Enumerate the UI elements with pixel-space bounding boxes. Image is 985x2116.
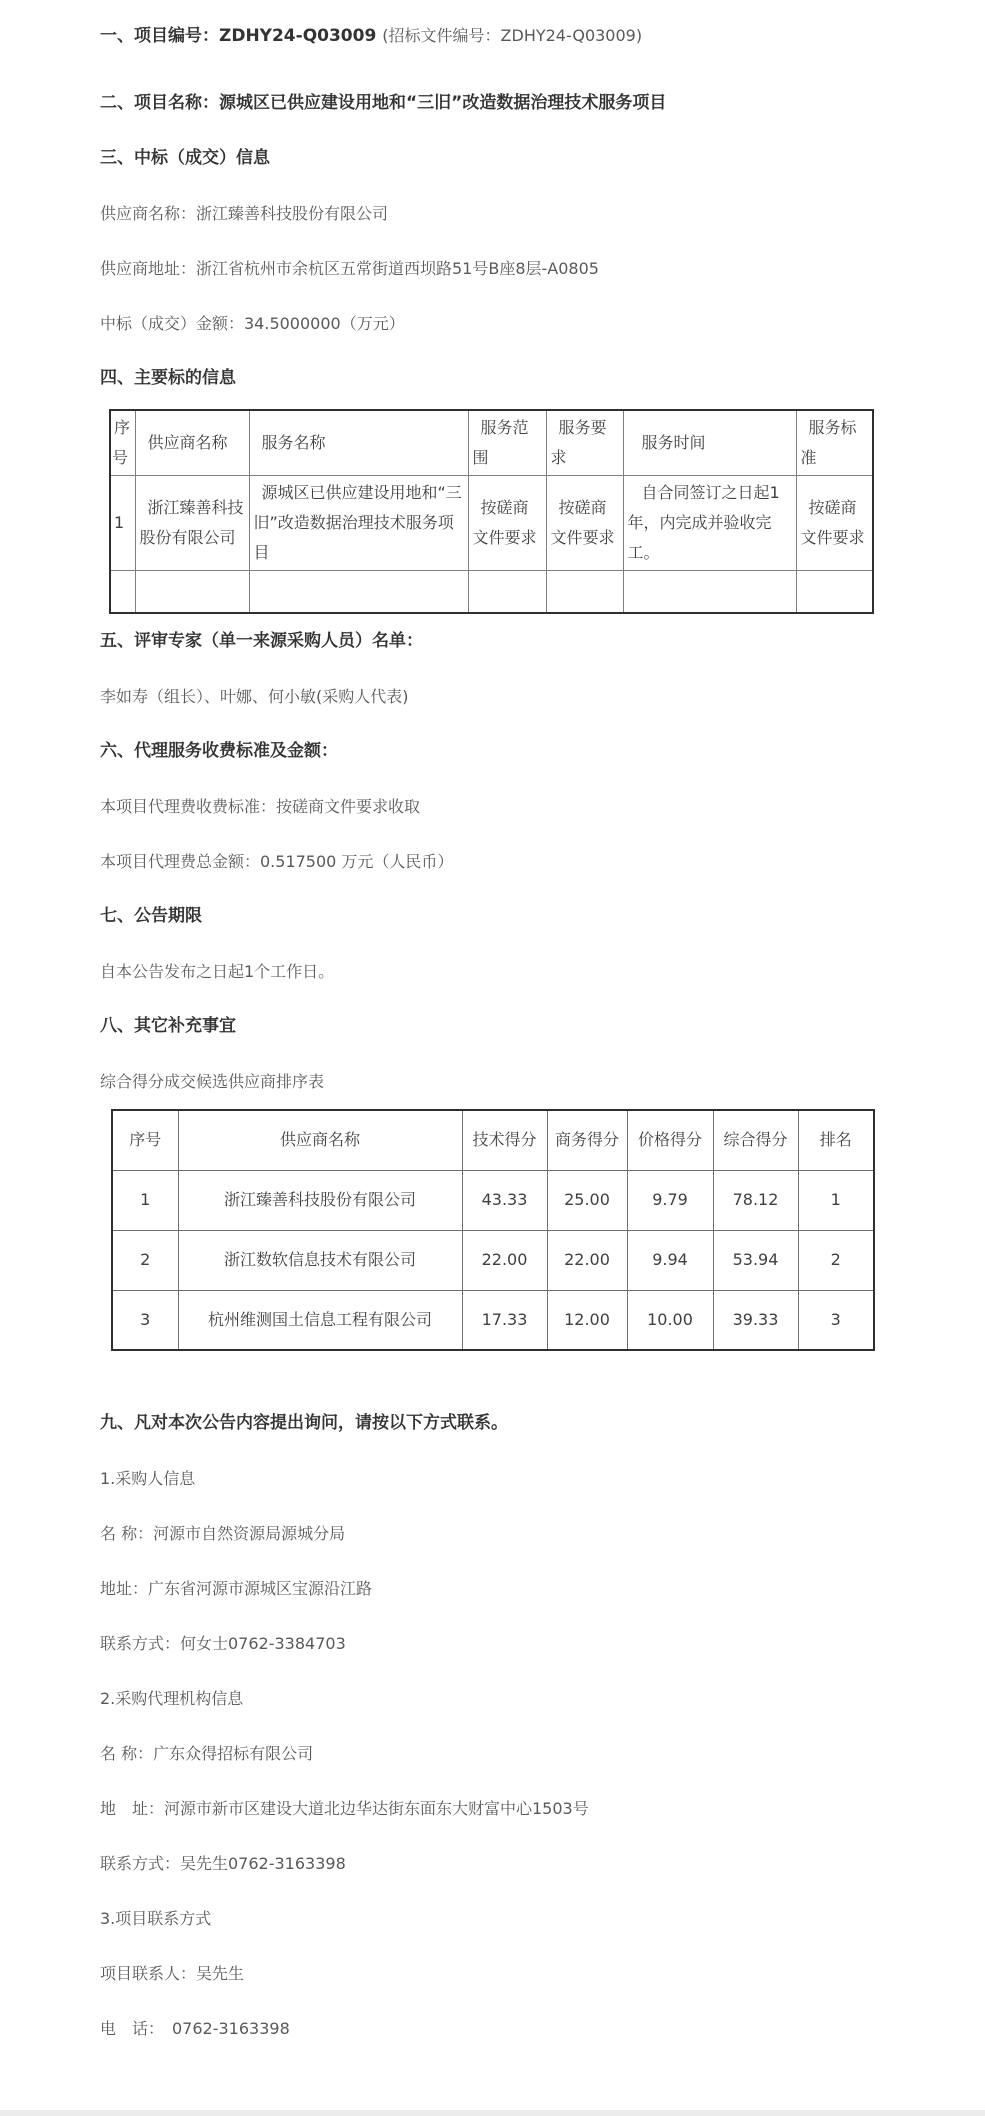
subject-header-service-std: 服务标准 [796, 410, 873, 475]
subject-header-service-req: 服务要求 [546, 410, 623, 475]
project-number-line [100, 8, 955, 64]
notice-period-heading: 七、公告期限 [100, 906, 202, 926]
score-header-tech: 技术得分 [462, 1110, 547, 1170]
empty-cell [623, 570, 796, 613]
award-amount-line: 中标（成交）金额：34.5000000（万元） [100, 314, 405, 333]
score-cell-tech: 17.33 [462, 1290, 547, 1350]
subject-header-supplier: 供应商名称 [135, 410, 249, 475]
score-table [111, 1109, 875, 1351]
score-cell-supplier: 杭州维测国土信息工程有限公司 [178, 1290, 462, 1350]
score-cell-total: 39.33 [713, 1290, 798, 1350]
purchaser-address-line: 地址：广东省河源市源城区宝源沿江路 [100, 1579, 373, 1598]
subject-table-empty-row [110, 570, 873, 613]
subject-cell-seq: 1 [110, 475, 135, 570]
score-cell-total: 53.94 [713, 1230, 798, 1290]
score-cell-business: 22.00 [547, 1230, 627, 1290]
score-cell-supplier: 浙江臻善科技股份有限公司 [178, 1170, 462, 1230]
supplier-name-line: 供应商名称：浙江臻善科技股份有限公司 [100, 204, 389, 223]
score-cell-price: 10.00 [627, 1290, 713, 1350]
score-cell-seq: 1 [112, 1170, 178, 1230]
purchaser-contact-line: 联系方式：何女士0762-3384703 [100, 1634, 346, 1653]
empty-cell [468, 570, 546, 613]
score-cell-tech: 43.33 [462, 1170, 547, 1230]
expert-list-line: 李如寿（组长）、叶娜、何小敏(采购人代表) [100, 687, 409, 706]
agency-fee-heading: 六、代理服务收费标准及金额： [100, 741, 338, 761]
score-cell-business: 25.00 [547, 1170, 627, 1230]
contact-heading: 九、凡对本次公告内容提出询问，请按以下方式联系。 [100, 1413, 508, 1433]
score-cell-price: 9.79 [627, 1170, 713, 1230]
score-cell-rank: 3 [798, 1290, 874, 1350]
score-cell-business: 12.00 [547, 1290, 627, 1350]
score-cell-seq: 2 [112, 1230, 178, 1290]
subject-header-seq: 序号 [110, 410, 135, 475]
subject-header-service-time: 服务时间 [623, 410, 796, 475]
subject-table-header-row [110, 410, 873, 475]
purchaser-name-line: 名 称：河源市自然资源局源城分局 [100, 1524, 346, 1543]
subject-header-service-scope: 服务范围 [468, 410, 546, 475]
score-cell-rank: 2 [798, 1230, 874, 1290]
score-header-total: 综合得分 [713, 1110, 798, 1170]
subject-header-service-name: 服务名称 [249, 410, 468, 475]
agency-fee-standard-line: 本项目代理费收费标准：按磋商文件要求收取 [100, 797, 421, 816]
expert-list-heading: 五、评审专家（单一来源采购人员）名单： [100, 631, 423, 651]
score-table-title: 综合得分成交候选供应商排序表 [100, 1072, 325, 1091]
award-info-heading: 三、中标（成交）信息 [100, 148, 270, 168]
score-cell-supplier: 浙江数软信息技术有限公司 [178, 1230, 462, 1290]
supplier-address-line: 供应商地址：浙江省杭州市余杭区五常街道西坝路51号B座8层-A0805 [100, 259, 599, 278]
empty-cell [135, 570, 249, 613]
agency-info-label: 2.采购代理机构信息 [100, 1689, 244, 1708]
subject-cell-service-scope: 按磋商文件要求 [468, 475, 546, 570]
score-table-row [112, 1170, 874, 1230]
purchaser-info-label: 1.采购人信息 [100, 1469, 196, 1488]
subject-table [109, 409, 874, 614]
page-bottom-strip [0, 2110, 985, 2116]
agency-contact-line: 联系方式：吴先生0762-3163398 [100, 1854, 346, 1873]
score-cell-total: 78.12 [713, 1170, 798, 1230]
subject-cell-supplier: 浙江臻善科技股份有限公司 [135, 475, 249, 570]
score-header-business: 商务得分 [547, 1110, 627, 1170]
score-cell-tech: 22.00 [462, 1230, 547, 1290]
project-contact-label: 3.项目联系方式 [100, 1909, 212, 1928]
score-header-seq: 序号 [112, 1110, 178, 1170]
subject-cell-service-name: 源城区已供应建设用地和“三旧”改造数据治理技术服务项目 [249, 475, 468, 570]
score-cell-seq: 3 [112, 1290, 178, 1350]
notice-period-line: 自本公告发布之日起1个工作日。 [100, 962, 335, 981]
announcement-body [100, 0, 955, 2056]
project-name-heading: 二、项目名称：源城区已供应建设用地和“三旧”改造数据治理技术服务项目 [100, 93, 667, 113]
subject-cell-service-time: 自合同签订之日起1年，内完成并验收完工。 [623, 475, 796, 570]
subject-cell-service-req: 按磋商文件要求 [546, 475, 623, 570]
score-cell-rank: 1 [798, 1170, 874, 1230]
project-contact-person-line: 项目联系人：吴先生 [100, 1964, 245, 1983]
project-number-bold: 一、项目编号：ZDHY24-Q03009 [100, 26, 377, 46]
tender-doc-number: (招标文件编号：ZDHY24-Q03009) [382, 26, 643, 45]
score-header-supplier: 供应商名称 [178, 1110, 462, 1170]
subject-info-heading: 四、主要标的信息 [100, 368, 236, 388]
agency-address-line: 地 址：河源市新市区建设大道北边华达街东面东大财富中心1503号 [100, 1799, 589, 1818]
subject-table-row [110, 475, 873, 570]
score-cell-price: 9.94 [627, 1230, 713, 1290]
agency-name-line: 名 称：广东众得招标有限公司 [100, 1744, 314, 1763]
score-table-row [112, 1290, 874, 1350]
project-phone-line: 电 话： 0762-3163398 [100, 2019, 290, 2038]
empty-cell [796, 570, 873, 613]
score-header-rank: 排名 [798, 1110, 874, 1170]
score-header-price: 价格得分 [627, 1110, 713, 1170]
empty-cell [546, 570, 623, 613]
agency-fee-total-line: 本项目代理费总金额：0.517500 万元（人民币） [100, 852, 454, 871]
supplement-heading: 八、其它补充事宜 [100, 1016, 236, 1036]
score-table-row [112, 1230, 874, 1290]
score-table-header-row [112, 1110, 874, 1170]
empty-cell [110, 570, 135, 613]
subject-cell-service-std: 按磋商文件要求 [796, 475, 873, 570]
empty-cell [249, 570, 468, 613]
